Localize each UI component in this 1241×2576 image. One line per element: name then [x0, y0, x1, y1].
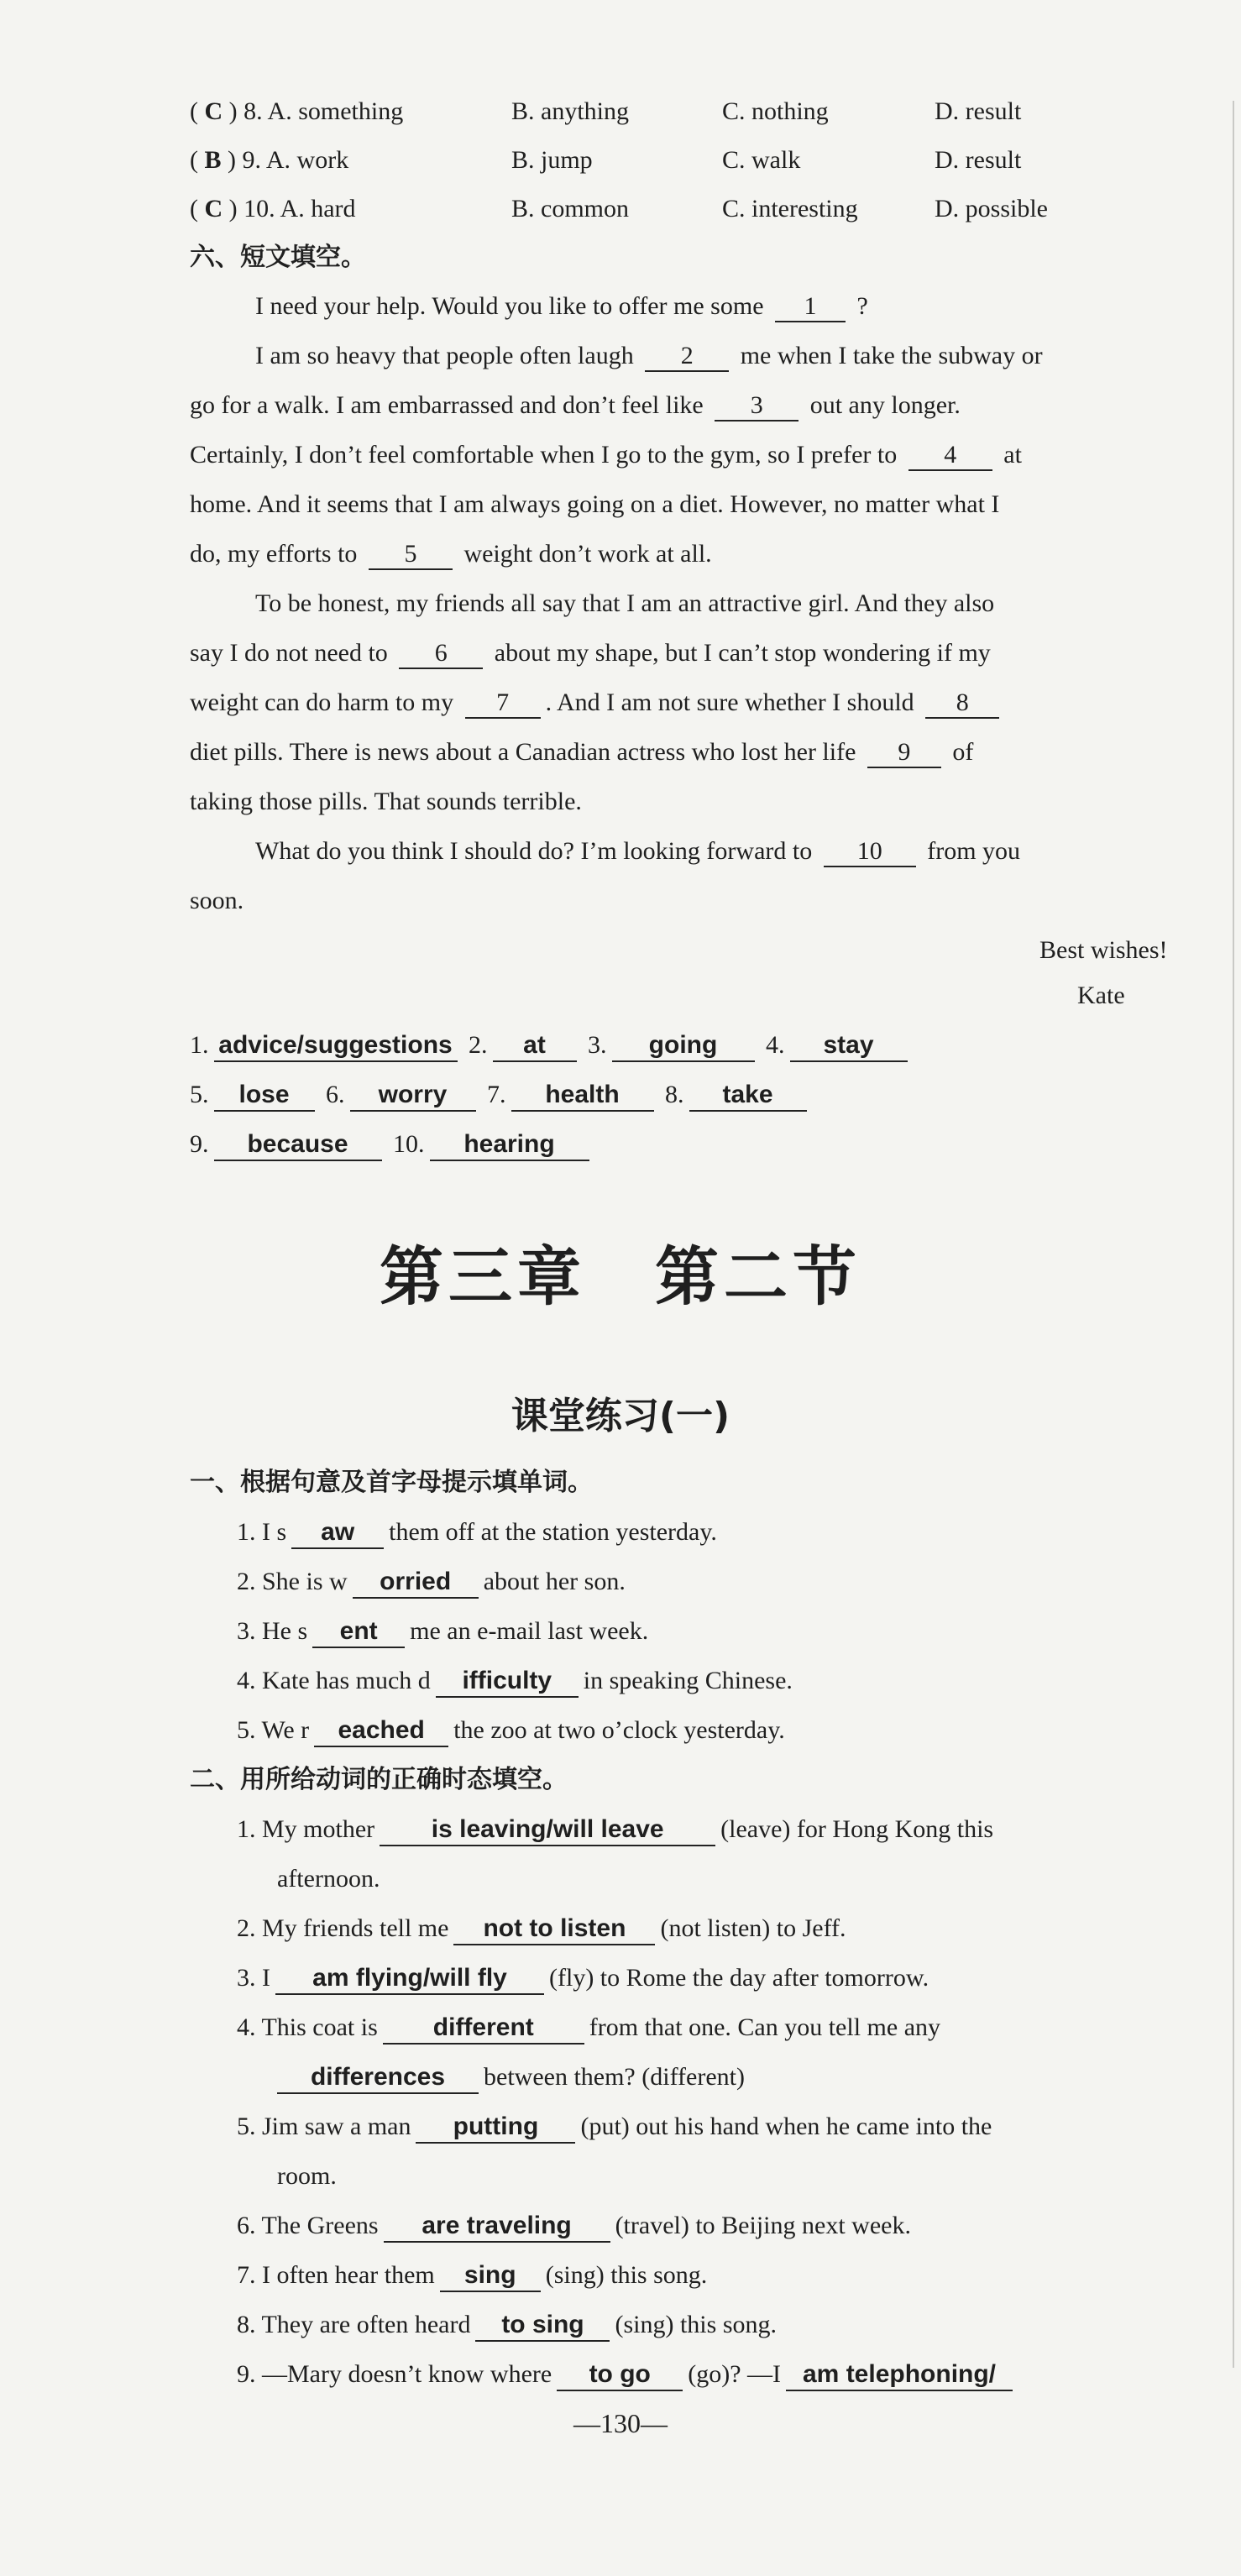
exercise-item: 5. We r eached the zoo at two o’clock yesterday.	[237, 1714, 785, 1747]
exercise-item: 3. He s ent me an e-mail last week.	[237, 1615, 648, 1648]
answer: ifficulty	[436, 1666, 579, 1698]
exercise-item-cont: afternoon.	[277, 1865, 380, 1893]
mc-option-b: B. common	[511, 195, 629, 223]
exercise-item: 7. I often hear them sing (sing) this song.	[237, 2259, 707, 2292]
blank-5: 5	[369, 540, 453, 570]
answer: are traveling	[384, 2211, 610, 2243]
cloze-line: say I do not need to 6 about my shape, but I can’t stop wondering if my	[190, 636, 991, 670]
cloze-line: diet pills. There is news about a Canadian actress who lost her life 9 of	[190, 736, 973, 769]
mc-option-b: B. jump	[511, 146, 593, 174]
blank-6: 6	[399, 639, 483, 669]
mc-option-c: C. walk	[722, 146, 801, 174]
mc-option-c: C. interesting	[722, 195, 858, 223]
answer: to go	[557, 2359, 683, 2391]
mc-option-c: C. nothing	[722, 97, 829, 125]
blank-2: 2	[645, 342, 729, 372]
answer: ent	[312, 1616, 405, 1648]
mc-answer: ( B ) 9. A. work	[190, 146, 349, 174]
mc-option-d: D. possible	[935, 195, 1048, 223]
exercise-item: 5. Jim saw a man putting (put) out his hand when he came into the	[237, 2110, 992, 2144]
cloze-line: Certainly, I don’t feel comfortable when I go to the gym, so I prefer to 4 at	[190, 438, 1022, 472]
cloze-line: I am so heavy that people often laugh 2 me when I take the subway or	[255, 339, 1043, 373]
answer: differences	[277, 2062, 479, 2094]
section-heading-1: 一、根据句意及首字母提示填单词。	[190, 1468, 593, 1497]
exercise-item: 4. This coat is different from that one. Can you tell me any	[237, 2011, 940, 2045]
answer: eached	[314, 1715, 448, 1747]
section-heading-2: 二、用所给动词的正确时态填空。	[190, 1765, 568, 1794]
cloze-line: weight can do harm to my 7 . And I am not sure whether I should 8	[190, 686, 1004, 720]
blank-8: 8	[925, 689, 999, 719]
blank-10: 10	[824, 837, 916, 867]
cloze-line: To be honest, my friends all say that I am an attractive girl. And they also	[255, 589, 995, 617]
cloze-line: taking those pills. That sounds terrible.	[190, 788, 582, 815]
exercise-item: 6. The Greens are traveling (travel) to Beijing next week.	[237, 2209, 911, 2243]
answer: aw	[291, 1517, 384, 1549]
exercise-item: 1. I s aw them off at the station yesterday.	[237, 1516, 717, 1549]
mc-answer: ( C ) 8. A. something	[190, 97, 404, 125]
exercise-item-cont: room.	[277, 2162, 337, 2190]
answer: different	[383, 2013, 584, 2045]
answer: putting	[416, 2112, 575, 2144]
cloze-line: home. And it seems that I am always going on a diet. However, no matter what I	[190, 490, 1000, 518]
letter-closing: Best wishes!	[1039, 936, 1168, 964]
answer: orried	[353, 1567, 479, 1599]
lesson-title: 课堂练习(一)	[511, 1395, 730, 1437]
cloze-answer: at	[493, 1030, 577, 1062]
section-heading-cloze: 六、短文填空。	[190, 243, 366, 272]
answer: to sing	[475, 2310, 610, 2342]
cloze-answer: worry	[350, 1080, 476, 1112]
cloze-answer: going	[612, 1030, 755, 1062]
answer: am telephoning/	[786, 2359, 1013, 2391]
cloze-answer: hearing	[430, 1129, 589, 1161]
cloze-answer-row: 1. advice/suggestions 2. at 3. going 4. stay	[190, 1029, 913, 1062]
mc-option-b: B. anything	[511, 97, 629, 125]
cloze-line: do, my efforts to 5 weight don’t work at all.	[190, 537, 712, 571]
cloze-answer: advice/suggestions	[214, 1030, 458, 1062]
exercise-item: 1. My mother is leaving/will leave (leave) for Hong Kong this	[237, 1813, 993, 1846]
cloze-answer: health	[511, 1080, 654, 1112]
blank-9: 9	[867, 738, 941, 768]
mc-option-d: D. result	[935, 146, 1022, 174]
blank-3: 3	[715, 391, 799, 421]
letter-signature: Kate	[1077, 982, 1125, 1009]
mc-option-d: D. result	[935, 97, 1022, 125]
cloze-answer: because	[214, 1129, 382, 1161]
blank-4: 4	[908, 441, 992, 471]
exercise-item: 3. I am flying/will fly (fly) to Rome the day after tomorrow.	[237, 1961, 929, 1995]
page-number: —130—	[573, 2408, 668, 2438]
cloze-answer-row: 9. because 10. hearing	[190, 1128, 594, 1161]
blank-1: 1	[775, 292, 846, 322]
answer: am flying/will fly	[275, 1963, 544, 1995]
exercise-item: 9. —Mary doesn’t know where to go (go)? —I am telephoning/	[237, 2358, 1018, 2391]
answer: sing	[440, 2260, 541, 2292]
exercise-item: 4. Kate has much d ifficulty in speaking Chinese.	[237, 1664, 793, 1698]
chapter-title: 第三章 第二节	[380, 1239, 861, 1314]
cloze-line: go for a walk. I am embarrassed and don’t feel like 3 out any longer.	[190, 389, 961, 422]
cloze-answer: stay	[790, 1030, 908, 1062]
exercise-item: 8. They are often heard to sing (sing) this song.	[237, 2308, 777, 2342]
cloze-line: What do you think I should do? I’m looking forward to 10 from you	[255, 835, 1020, 868]
cloze-answer-row: 5. lose 6. worry 7. health 8. take	[190, 1078, 812, 1112]
cloze-answer: lose	[214, 1080, 315, 1112]
cloze-line: soon.	[190, 887, 244, 914]
exercise-item: 2. My friends tell me not to listen (not listen) to Jeff.	[237, 1912, 846, 1945]
blank-7: 7	[465, 689, 541, 719]
answer: not to listen	[453, 1914, 655, 1945]
mc-answer: ( C ) 10. A. hard	[190, 195, 356, 223]
exercise-item-cont: differences between them? (different)	[277, 2060, 745, 2094]
cloze-line: I need your help. Would you like to offer me some 1 ?	[255, 290, 868, 323]
cloze-answer: take	[689, 1080, 807, 1112]
answer: is leaving/will leave	[380, 1814, 715, 1846]
exercise-item: 2. She is w orried about her son.	[237, 1565, 626, 1599]
